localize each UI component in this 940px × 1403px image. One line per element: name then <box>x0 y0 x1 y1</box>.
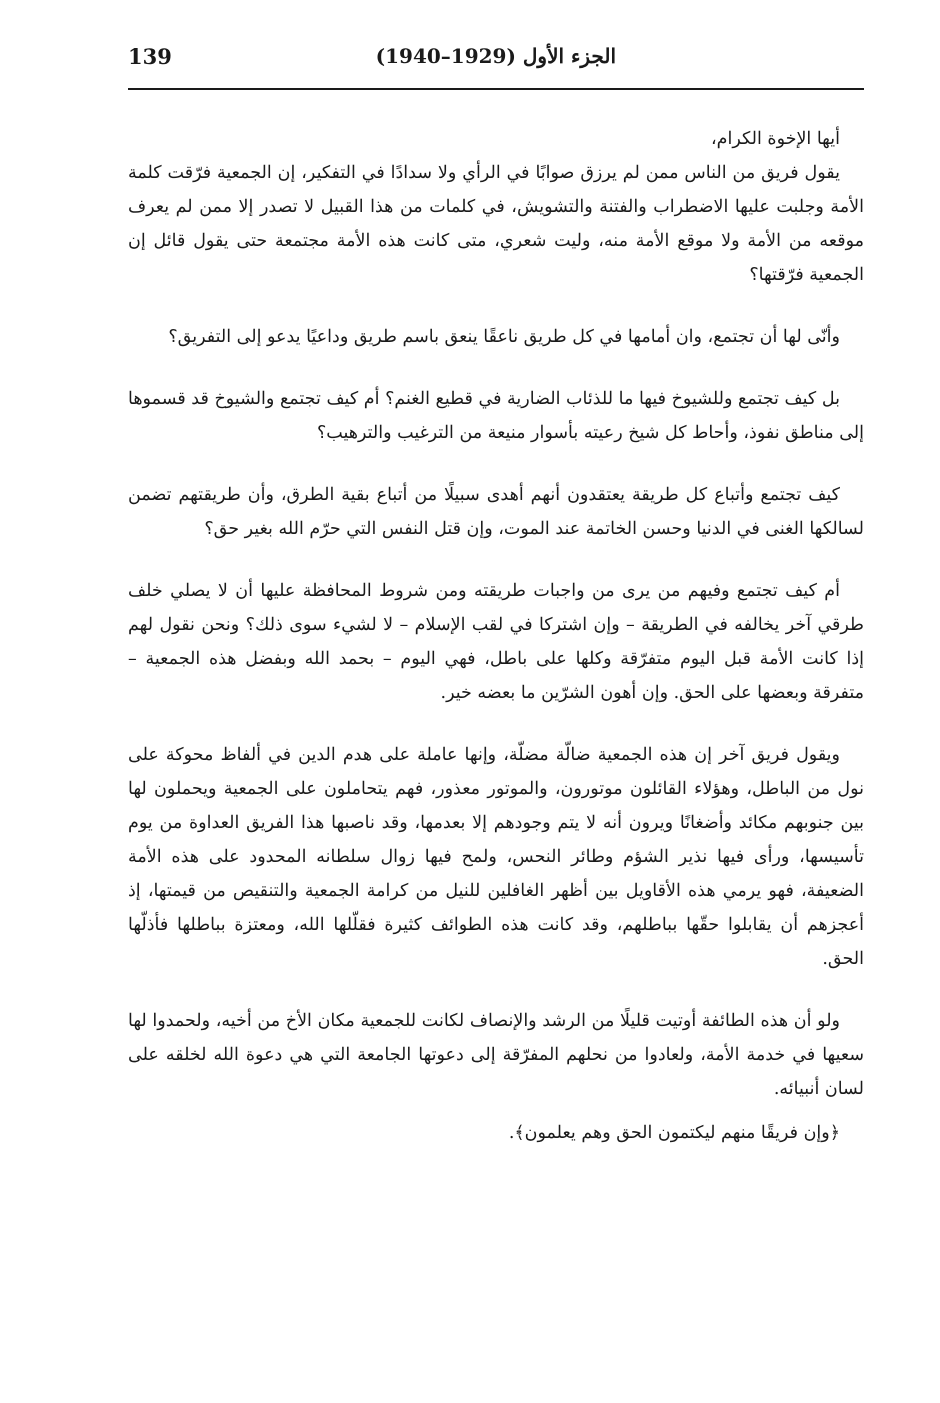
body-text <box>128 122 864 1150</box>
paragraph: يقول فريق من الناس ممن لم يرزق صوابًا في الرأي ولا سدادًا في التفكير، إن الجمعية فرّقت كلمة الأمة وجلبت عليها الاضطراب والفتنة والتشويش، في كلمات من هذا القبيل لا تصدر إلا ممن لم يعرف موقعه من الأمة ولا موقع الأمة منه، وليت شعري، متى كانت هذه الأمة مجتمعة حتى يقول قائل إن الجمعية فرّقتها؟ <box>128 163 864 285</box>
paragraph: كيف تجتمع وأتباع كل طريقة يعتقدون أنهم أهدى سبيلًا من أتباع بقية الطرق، وأن طريقتهم تضمن لسالكها الغنى في الدنيا وحسن الخاتمة عند الموت، وإن قتل النفس التي حرّم الله بغير حق؟ <box>128 485 864 539</box>
paragraph: وأنّى لها أن تجتمع، وان أمامها في كل طريق ناعقًا ينعق باسم طريق وداعيًا يدعو إلى التفريق؟ <box>168 327 840 347</box>
paragraph: ويقول فريق آخر إن هذه الجمعية ضالّة مضلّة، وإنها عاملة على هدم الدين في ألفاظ محوكة على نول من الباطل، وهؤلاء القائلون موتورون، والموتور معذور، فهم يتحاملون على الجمعية ويحملون لها بين جنوبهم مكائد وأضغانًا ويرون أنه لا يتم وجودهم إلا بعدمها، وقد ناصبها هذا الفريق العداوة من يوم تأسيسها، ورأى فيها نذير الشؤم وطائر النحس، ولمح فيها زوال سلطانه المحدود على هذه الأمة الضعيفة، فهو يرمي هذه الأقاويل بين أظهر الغافلين للنيل من كرامة الجمعية والتنقيص من قيمتها، إذ أعجزهم أن يقابلوا حقّها بباطلهم، وقد كانت هذه الطوائف كثيرة فقلّلها الله، ومعتزة بباطلها فأذلّها الحق. <box>128 745 864 969</box>
salutation: أيها الإخوة الكرام، <box>711 129 840 149</box>
paragraph: ولو أن هذه الطائفة أوتيت قليلًا من الرشد والإنصاف لكانت للجمعية مكان الأخ من أخيه، ولحمدوا لها سعيها في خدمة الأمة، ولعادوا من نحلهم المفرّقة إلى دعوتها الجامعة التي هي دعوة الله لخلقه على لسان أنبيائه. <box>128 1011 864 1099</box>
running-header <box>128 40 864 90</box>
paragraph: بل كيف تجتمع وللشيوخ فيها ما للذئاب الضارية في قطيع الغنم؟ أم كيف تجتمع والشيوخ قد قسموها إلى مناطق نفوذ، وأحاط كل شيخ رعيته بأسوار منيعة من الترغيب والترهيب؟ <box>128 389 864 443</box>
book-page <box>128 40 864 1380</box>
quran-verse: ﴿وإن فريقًا منهم ليكتمون الحق وهم يعلمون﴾. <box>508 1123 840 1143</box>
paragraph: أم كيف تجتمع وفيهم من يرى من واجبات طريقته ومن شروط المحافظة عليها أن لا يصلي خلف طرقي آخر يخالفه في الطريقة – وإن اشتركا في لقب الإسلام – لا لشيء سوى ذلك؟ ونحن نقول لهم إذا كانت الأمة قبل اليوم متفرّقة وكلها على باطل، فهي اليوم – بحمد الله وبفضل هذه الجمعية – متفرقة وبعضها على الحق. وإن أهون الشرّين ما بعضه خير. <box>128 581 864 703</box>
header-title: الجزء الأول (1929–1940) <box>375 44 616 68</box>
page-number: 139 <box>128 44 172 69</box>
